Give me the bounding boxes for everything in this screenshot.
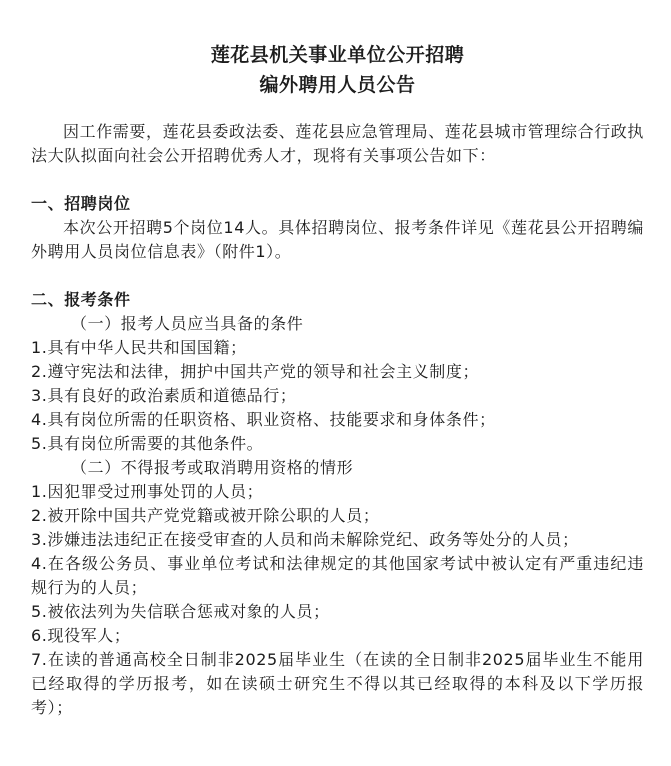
section-2-heading: 二、报考条件 <box>31 290 131 309</box>
list-item: 1.具有中华人民共和国国籍； <box>31 338 247 357</box>
list-item: 7.在读的普通高校全日制非2025届毕业生（在读的全日制非2025届毕业生不能用已经取得的学历报考，如在读硕士研究生不得以其已经取得的本科及以下学历报考）； <box>31 650 644 717</box>
title-block <box>31 40 644 100</box>
intro-paragraph: 因工作需要，莲花县委政法委、莲花县应急管理局、莲花县城市管理综合行政执法大队拟面向社会公开招聘优秀人才，现将有关事项公告如下： <box>31 122 645 165</box>
list-item: 5.具有岗位所需要的其他条件。 <box>31 434 264 453</box>
list-item: 3.具有良好的政治素质和道德品行； <box>31 386 297 405</box>
list-item: 2.被开除中国共产党党籍或被开除公职的人员； <box>31 506 380 525</box>
list-item: 1.因犯罪受过刑事处罚的人员； <box>31 482 264 501</box>
spacer <box>31 264 644 288</box>
subsection-2-heading: （二）不得报考或取消聘用资格的情形 <box>71 458 354 477</box>
list-item: 4.具有岗位所需的任职资格、职业资格、技能要求和身体条件； <box>31 410 496 429</box>
list-item: 6.现役军人； <box>31 626 131 645</box>
list-item: 2.遵守宪法和法律，拥护中国共产党的领导和社会主义制度； <box>31 362 480 381</box>
spacer <box>31 168 644 192</box>
list-item: 4.在各级公务员、事业单位考试和法律规定的其他国家考试中被认定有严重违纪违规行为的人员； <box>31 554 644 597</box>
title-line-1: 莲花县机关事业单位公开招聘 <box>210 44 465 66</box>
section-1-text: 本次公开招聘5个岗位14人。具体招聘岗位、报考条件详见《莲花县公开招聘编外聘用人员岗位信息表》（附件1）。 <box>31 218 644 261</box>
list-item: 5.被依法列为失信联合惩戒对象的人员； <box>31 602 330 621</box>
section-1-heading: 一、招聘岗位 <box>31 194 131 213</box>
subsection-1-heading: （一）报考人员应当具备的条件 <box>71 314 304 333</box>
list-item: 3.涉嫌违法违纪正在接受审查的人员和尚未解除党纪、政务等处分的人员； <box>31 530 579 549</box>
title-line-2: 编外聘用人员公告 <box>259 74 416 96</box>
